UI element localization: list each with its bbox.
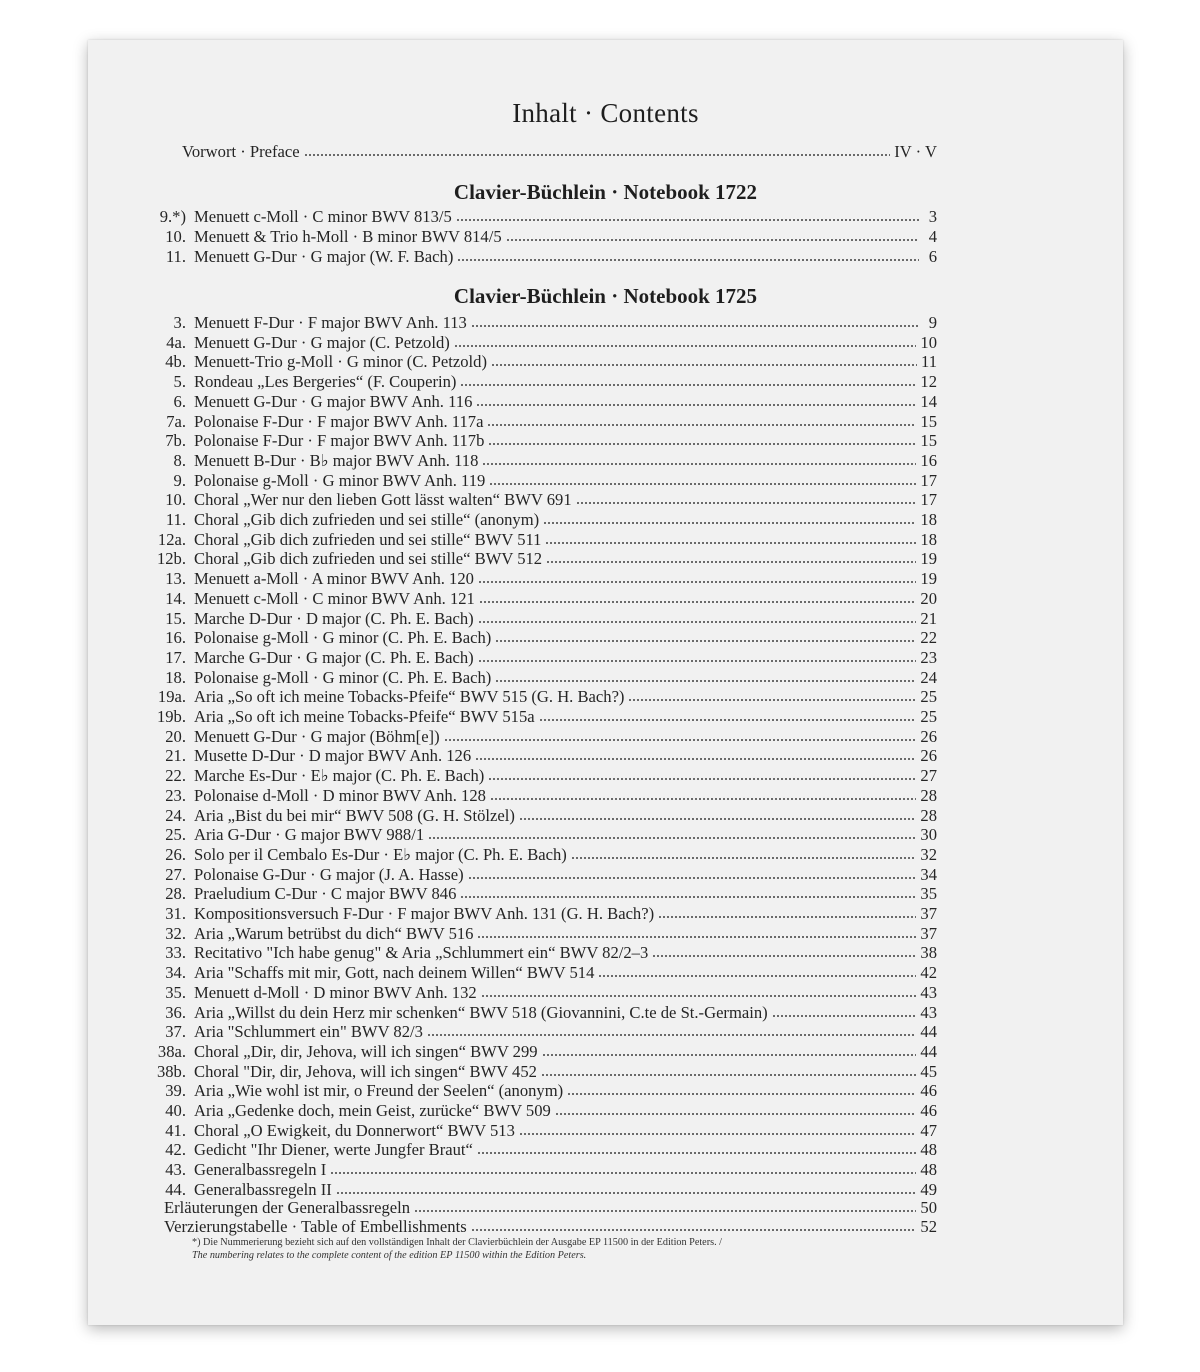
entry-page: 27 xyxy=(920,766,937,786)
toc-entry xyxy=(142,707,937,727)
dot-leader xyxy=(490,797,916,801)
dot-leader xyxy=(555,1112,917,1116)
toc-entry xyxy=(142,333,937,353)
entry-number: 11. xyxy=(165,247,186,266)
entry-page: 6 xyxy=(928,247,937,266)
section-heading-1722: Clavier-Büchlein · Notebook 1722 xyxy=(453,180,758,204)
entry-page: 49 xyxy=(920,1179,937,1199)
dot-leader xyxy=(414,1209,916,1213)
dot-leader xyxy=(444,738,917,742)
entry-number: 9. xyxy=(173,470,186,490)
toc-entry xyxy=(142,648,937,668)
toc-entry xyxy=(142,1042,937,1062)
entry-text: Choral „Dir, dir, Jehova, will ich singen“ BWV 299 xyxy=(194,1041,538,1061)
entry-page: 28 xyxy=(920,785,937,805)
entry-number: 39. xyxy=(165,1081,186,1101)
toc-entry xyxy=(142,963,937,983)
dot-leader xyxy=(468,876,917,880)
entry-number: 19a. xyxy=(157,687,186,707)
entry-page: 25 xyxy=(920,707,937,726)
toc-entry xyxy=(142,589,937,609)
entry-page: 14 xyxy=(920,391,937,411)
dot-leader xyxy=(478,580,916,584)
entry-page: 32 xyxy=(920,844,937,864)
entry-page: 50 xyxy=(920,1198,937,1217)
entry-text: Marche D-Dur · D major (C. Ph. E. Bach) xyxy=(194,608,474,628)
entry-page: 15 xyxy=(920,431,937,451)
toc-entry xyxy=(142,825,937,845)
dot-leader xyxy=(460,895,916,899)
dot-leader xyxy=(478,620,917,624)
entry-page: 23 xyxy=(920,647,937,667)
entry-text: Marche Es-Dur · E♭ major (C. Ph. E. Bach) xyxy=(194,766,485,786)
dot-leader xyxy=(488,777,916,781)
entry-number: 9.*) xyxy=(159,207,186,226)
entry-text: Menuett G-Dur · G major (W. F. Bach) xyxy=(194,247,454,266)
entry-text: Recitativo "Ich habe genug" & Aria „Schlummert ein“ BWV 82/2–3 xyxy=(194,943,649,963)
toc-entry xyxy=(142,1101,937,1121)
entry-page: 38 xyxy=(920,943,937,963)
toc-entry xyxy=(142,687,937,707)
dot-leader xyxy=(471,1228,917,1232)
dot-leader xyxy=(471,324,919,328)
entry-page: 4 xyxy=(928,227,937,246)
entry-number: 10. xyxy=(165,227,186,246)
toc-entry xyxy=(142,943,937,963)
dot-leader xyxy=(542,1053,917,1057)
entry-text: Menuett G-Dur · G major (C. Petzold) xyxy=(194,332,450,352)
entry-number: 15. xyxy=(165,608,186,628)
entry-page: 17 xyxy=(920,490,937,510)
entry-text: Polonaise G-Dur · G major (J. A. Hasse) xyxy=(194,864,464,884)
section-heading-1725: Clavier-Büchlein · Notebook 1725 xyxy=(453,284,758,308)
entry-page: 17 xyxy=(920,470,937,490)
dot-leader xyxy=(519,817,916,821)
toc-entry xyxy=(142,865,937,885)
entry-page: 21 xyxy=(920,608,937,628)
entry-page: 12 xyxy=(920,372,937,392)
toc-entry xyxy=(142,884,937,904)
entry-text: Menuett G-Dur · G major BWV Anh. 116 xyxy=(194,391,473,411)
dot-leader xyxy=(658,915,916,919)
entry-page: 34 xyxy=(920,864,937,884)
toc-entry xyxy=(142,431,937,451)
entry-number: 42. xyxy=(165,1140,186,1160)
document-page xyxy=(88,40,1123,1325)
toc-entry xyxy=(164,1217,937,1237)
entry-text: Aria "Schlummert ein" BWV 82/3 xyxy=(194,1022,423,1042)
entry-page: 46 xyxy=(920,1081,937,1101)
dot-leader xyxy=(495,679,916,683)
toc-entry xyxy=(142,392,937,412)
entry-text: Polonaise F-Dur · F major BWV Anh. 117a xyxy=(194,411,484,431)
entry-number: 5. xyxy=(173,372,186,392)
toc-entry xyxy=(142,727,937,747)
entry-page: 28 xyxy=(920,805,937,825)
entry-text: Aria „Gedenke doch, mein Geist, zurücke“ BWV 509 xyxy=(194,1101,551,1120)
toc-entry xyxy=(142,924,937,944)
entry-number: 23. xyxy=(165,785,186,805)
toc-entry xyxy=(142,471,937,491)
toc-entry xyxy=(142,609,937,629)
entry-page: 18 xyxy=(920,510,937,529)
entry-number: 22. xyxy=(165,766,186,786)
entry-number: 14. xyxy=(165,588,186,608)
entry-number: 28. xyxy=(165,884,186,904)
toc-entry xyxy=(142,1140,937,1160)
dot-leader xyxy=(543,521,916,525)
entry-text: Choral "Dir, dir, Jehova, will ich singen“ BWV 452 xyxy=(194,1061,537,1081)
entry-page: 44 xyxy=(920,1022,937,1042)
entry-number: 25. xyxy=(165,825,186,845)
entry-text: Aria "Schaffs mit mir, Gott, nach deinem Willen“ BWV 514 xyxy=(194,963,595,983)
entry-number: 4a. xyxy=(166,332,186,352)
toc-entry xyxy=(142,352,937,372)
toc-entry xyxy=(142,983,937,1003)
entry-number: 27. xyxy=(165,864,186,884)
entry-number: 43. xyxy=(165,1160,186,1180)
dot-leader xyxy=(489,482,916,486)
dot-leader xyxy=(598,974,916,978)
entry-page: 24 xyxy=(920,667,937,687)
entry-text: Choral „Gib dich zufrieden und sei stille“ BWV 512 xyxy=(194,549,543,569)
entry-number: 38a. xyxy=(157,1041,186,1061)
toc-entry xyxy=(142,1121,937,1141)
toc-entry xyxy=(142,412,937,432)
entry-number: 10. xyxy=(165,490,186,510)
entry-page: 26 xyxy=(920,726,937,746)
dot-leader xyxy=(478,659,917,663)
entry-number: 12a. xyxy=(157,529,186,549)
dot-leader xyxy=(539,718,917,722)
toc-entry xyxy=(142,1160,937,1180)
entry-text: Generalbassregeln II xyxy=(194,1179,332,1199)
entry-page: 43 xyxy=(920,1002,937,1022)
dot-leader xyxy=(491,363,917,367)
entry-page: 47 xyxy=(920,1120,937,1140)
dot-leader xyxy=(427,1033,916,1037)
entry-text: Aria „Bist du bei mir“ BWV 508 (G. H. Stölzel) xyxy=(194,805,515,825)
toc-entry xyxy=(142,372,937,392)
toc-entry xyxy=(142,569,937,589)
entry-text: Choral „Gib dich zufrieden und sei stille“ (anonym) xyxy=(194,510,540,529)
toc-entry xyxy=(142,530,937,550)
entry-number: 40. xyxy=(165,1101,186,1120)
entry-text: Aria „So oft ich meine Tobacks-Pfeife“ BWV 515 (G. H. Bach?) xyxy=(194,687,625,707)
entry-number: 12b. xyxy=(156,549,186,569)
toc-entry xyxy=(142,247,937,267)
entry-page: 9 xyxy=(928,313,937,332)
toc-entry xyxy=(142,628,937,648)
entry-text: Vorwort · Preface xyxy=(182,142,300,161)
entry-text: Menuett d-Moll · D minor BWV Anh. 132 xyxy=(194,982,477,1002)
entry-text: Aria „Willst du dein Herz mir schenken“ BWV 518 (Giovannini, C.te de St.-Germain) xyxy=(194,1002,768,1022)
entry-text: Choral „O Ewigkeit, du Donnerwort“ BWV 513 xyxy=(194,1120,515,1140)
dot-leader xyxy=(476,403,916,407)
entry-text: Aria „Wie wohl ist mir, o Freund der Seelen“ (anonym) xyxy=(194,1081,564,1101)
dot-leader xyxy=(519,1132,917,1136)
dot-leader xyxy=(567,1092,916,1096)
entry-text: Praeludium C-Dur · C major BWV 846 xyxy=(194,884,457,904)
entry-text: Solo per il Cembalo Es-Dur · E♭ major (C. Ph. E. Bach) xyxy=(194,844,567,864)
entry-page: 30 xyxy=(920,825,937,845)
entry-number: 36. xyxy=(165,1002,186,1022)
toc-entry xyxy=(142,313,937,333)
entry-number: 3. xyxy=(173,313,186,332)
entry-number: 7a. xyxy=(166,411,186,431)
footnote-german: *) Die Nummerierung bezieht sich auf den vollständigen Inhalt der Clavierbüchlein der Ausgabe EP 11500 in der Edition Peters. / xyxy=(192,1237,722,1248)
entry-text: Erläuterungen der Generalbassregeln xyxy=(164,1198,411,1217)
dot-leader xyxy=(460,383,916,387)
page-title: Inhalt · Contents xyxy=(512,98,699,128)
entry-text: Menuett c-Moll · C minor BWV 813/5 xyxy=(194,207,452,226)
entry-number: 4b. xyxy=(165,352,186,372)
dot-leader xyxy=(506,238,919,242)
entry-page: 46 xyxy=(920,1101,937,1120)
dot-leader xyxy=(482,462,916,466)
dot-leader xyxy=(330,1171,916,1175)
entry-text: Aria G-Dur · G major BWV 988/1 xyxy=(194,825,425,845)
entry-number: 21. xyxy=(165,746,186,766)
entry-text: Choral „Wer nur den lieben Gott lässt walten“ BWV 691 xyxy=(194,490,572,510)
toc-entry xyxy=(142,510,937,530)
entry-text: Menuett-Trio g-Moll · G minor (C. Petzold) xyxy=(194,352,487,372)
toc-entry xyxy=(142,746,937,766)
entry-page: 10 xyxy=(920,332,937,352)
dot-leader xyxy=(487,423,916,427)
dot-leader xyxy=(652,954,916,958)
entry-text: Kompositionsversuch F-Dur · F major BWV Anh. 131 (G. H. Bach?) xyxy=(194,904,655,923)
dot-leader xyxy=(428,836,916,840)
entry-number: 38b. xyxy=(156,1061,186,1081)
entry-page: 11 xyxy=(921,352,937,372)
entry-text: Menuett G-Dur · G major (Böhm[e]) xyxy=(194,726,440,746)
entry-page: 45 xyxy=(920,1061,937,1081)
entry-number: 24. xyxy=(165,805,186,825)
dot-leader xyxy=(481,994,917,998)
entry-number: 18. xyxy=(165,667,186,687)
entry-number: 41. xyxy=(165,1120,186,1140)
toc-entry xyxy=(142,786,937,806)
toc-entry xyxy=(142,668,937,688)
entry-page: 22 xyxy=(920,628,937,648)
entry-text: Generalbassregeln I xyxy=(194,1160,327,1180)
toc-entry xyxy=(142,549,937,569)
dot-leader xyxy=(477,1151,917,1155)
entry-page: 25 xyxy=(920,687,937,707)
entry-number: 26. xyxy=(165,844,186,864)
entry-number: 37. xyxy=(165,1022,186,1042)
entry-number: 34. xyxy=(165,963,186,983)
dot-leader xyxy=(772,1014,917,1018)
entry-page: 52 xyxy=(920,1217,937,1236)
toc-entry xyxy=(142,766,937,786)
toc-entry xyxy=(142,451,937,471)
entry-text: Aria „Warum betrübst du dich“ BWV 516 xyxy=(194,923,474,943)
entry-page: 35 xyxy=(920,884,937,904)
entry-page: 19 xyxy=(920,569,937,589)
dot-leader xyxy=(475,757,916,761)
entry-number: 20. xyxy=(165,726,186,746)
entry-number: 33. xyxy=(165,943,186,963)
entry-page: 3 xyxy=(928,207,937,226)
dot-leader xyxy=(477,935,916,939)
entry-page: 16 xyxy=(920,450,937,470)
entry-text: Rondeau „Les Bergeries“ (F. Couperin) xyxy=(194,372,457,392)
toc-entry xyxy=(142,227,937,247)
entry-number: 7b. xyxy=(165,431,186,451)
entry-text: Verzierungstabelle · Table of Embellishments xyxy=(164,1217,467,1236)
entry-page: 37 xyxy=(920,904,937,923)
entry-text: Polonaise F-Dur · F major BWV Anh. 117b xyxy=(194,431,485,451)
toc-entry xyxy=(142,1081,937,1101)
entry-page: 48 xyxy=(920,1160,937,1180)
dot-leader xyxy=(541,1073,916,1077)
dot-leader xyxy=(456,218,919,222)
dot-leader xyxy=(336,1191,917,1195)
entry-text: Polonaise g-Moll · G minor (C. Ph. E. Bach) xyxy=(194,628,492,648)
dot-leader xyxy=(571,856,917,860)
dot-leader xyxy=(495,639,916,643)
toc-entry xyxy=(142,1003,937,1023)
dot-leader xyxy=(479,600,917,604)
entry-text: Menuett B-Dur · B♭ major BWV Anh. 118 xyxy=(194,450,479,470)
entry-number: 17. xyxy=(165,647,186,667)
entry-page: IV · V xyxy=(894,142,937,161)
dot-leader xyxy=(488,442,916,446)
toc-entry xyxy=(142,845,937,865)
toc-entry-preface xyxy=(182,142,937,162)
entry-page: 42 xyxy=(920,963,937,983)
toc-entry xyxy=(142,207,937,227)
entry-text: Menuett c-Moll · C minor BWV Anh. 121 xyxy=(194,588,475,608)
entry-text: Gedicht "Ihr Diener, werte Jungfer Braut“ xyxy=(194,1140,473,1160)
entry-page: 15 xyxy=(920,411,937,431)
entry-page: 19 xyxy=(920,549,937,569)
entry-text: Polonaise g-Moll · G minor BWV Anh. 119 xyxy=(194,470,486,490)
entry-page: 26 xyxy=(920,746,937,766)
entry-text: Polonaise d-Moll · D minor BWV Anh. 128 xyxy=(194,785,486,805)
dot-leader xyxy=(546,560,916,564)
dot-leader xyxy=(457,258,919,262)
entry-number: 32. xyxy=(165,923,186,943)
entry-text: Choral „Gib dich zufrieden und sei stille“ BWV 511 xyxy=(194,529,542,549)
entry-number: 35. xyxy=(165,982,186,1002)
entry-number: 19b. xyxy=(156,707,186,726)
entry-page: 48 xyxy=(920,1140,937,1160)
toc-entry xyxy=(142,904,937,924)
entry-number: 16. xyxy=(165,628,186,648)
entry-text: Polonaise g-Moll · G minor (C. Ph. E. Bach) xyxy=(194,667,492,687)
entry-page: 44 xyxy=(920,1041,937,1061)
entry-number: 6. xyxy=(173,391,186,411)
footnote-english: The numbering relates to the complete content of the edition EP 11500 within the Edition Peters. xyxy=(192,1250,587,1261)
toc-entry xyxy=(164,1198,937,1218)
entry-text: Menuett & Trio h-Moll · B minor BWV 814/5 xyxy=(194,227,502,246)
entry-page: 43 xyxy=(920,982,937,1002)
toc-entry xyxy=(142,1180,937,1200)
entry-number: 31. xyxy=(165,904,186,923)
entry-number: 13. xyxy=(165,569,186,589)
dot-leader xyxy=(304,153,891,157)
entry-number: 8. xyxy=(173,450,186,470)
toc-entry xyxy=(142,490,937,510)
toc-entry xyxy=(142,1022,937,1042)
dot-leader xyxy=(576,501,917,505)
entry-page: 18 xyxy=(920,529,937,549)
footnote xyxy=(192,1236,1062,1262)
toc-entry xyxy=(142,806,937,826)
dot-leader xyxy=(545,541,916,545)
entry-text: Menuett a-Moll · A minor BWV Anh. 120 xyxy=(194,569,474,589)
entry-number: 44. xyxy=(165,1179,186,1199)
entry-text: Marche G-Dur · G major (C. Ph. E. Bach) xyxy=(194,647,474,667)
entry-page: 20 xyxy=(920,588,937,608)
entry-text: Musette D-Dur · D major BWV Anh. 126 xyxy=(194,746,472,766)
entry-page: 37 xyxy=(920,923,937,943)
dot-leader xyxy=(628,698,916,702)
entry-number: 11. xyxy=(165,510,186,529)
toc-entry xyxy=(142,1062,937,1082)
dot-leader xyxy=(454,344,917,348)
entry-text: Aria „So oft ich meine Tobacks-Pfeife“ BWV 515a xyxy=(194,707,535,726)
entry-text: Menuett F-Dur · F major BWV Anh. 113 xyxy=(194,313,467,332)
